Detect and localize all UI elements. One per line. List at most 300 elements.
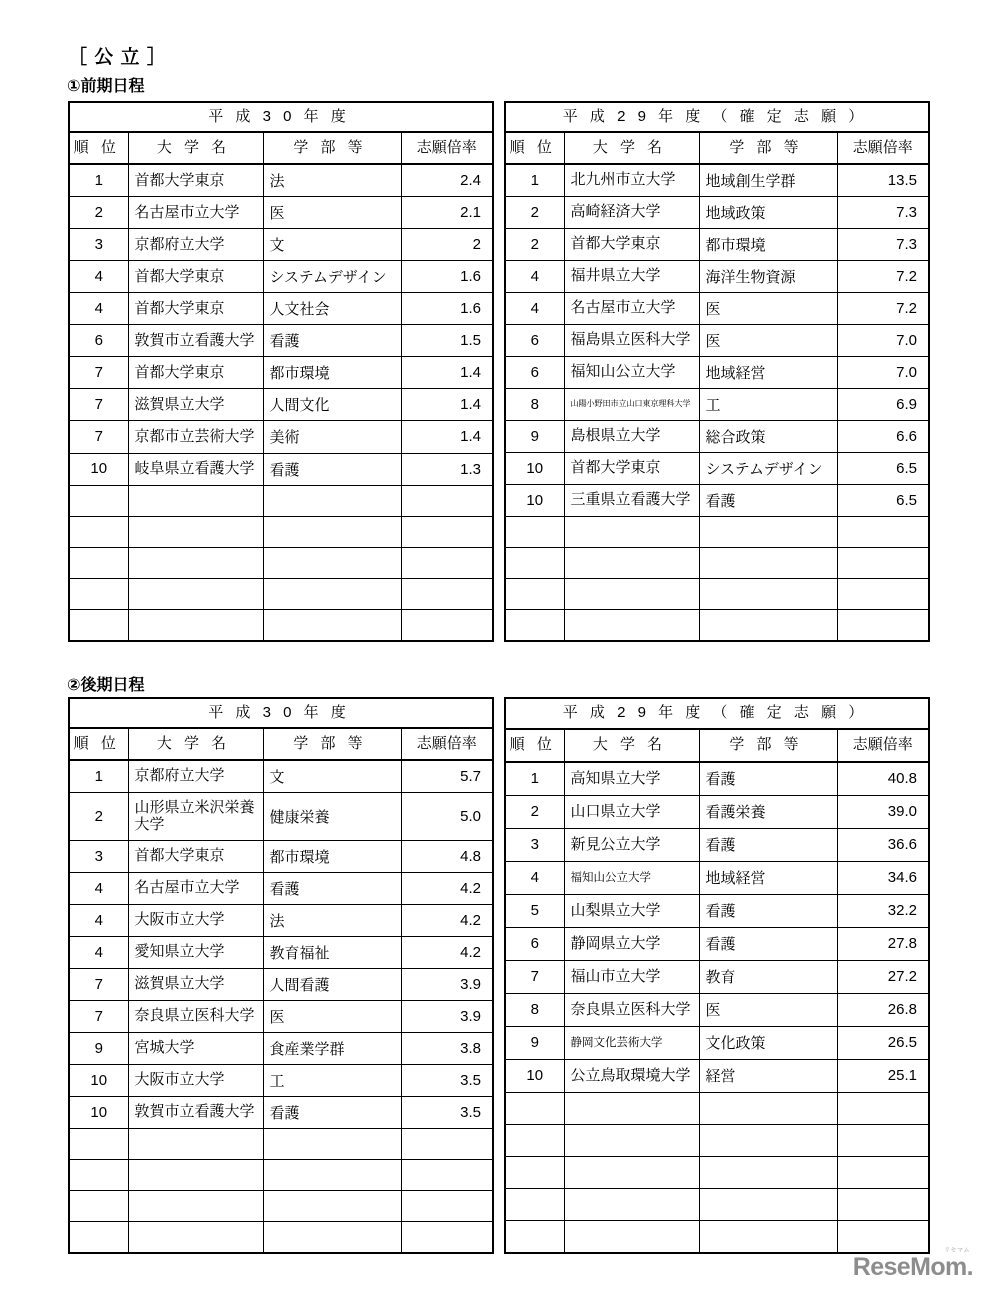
cell-rank: 4 [505, 261, 564, 293]
cell-rank: 9 [505, 421, 564, 453]
section-heading-1: ①前期日程 [67, 78, 145, 95]
cell-faculty [263, 609, 401, 641]
table-row [505, 389, 929, 421]
cell-university: 奈良県立医科大学 [564, 993, 699, 1026]
cell-rank [505, 1220, 564, 1253]
cell-university [564, 1156, 699, 1188]
cell-rank: 7 [505, 960, 564, 993]
cell-university: 京都市立芸術大学 [128, 421, 263, 453]
cell-rank: 7 [69, 421, 128, 453]
table-row [69, 1097, 493, 1129]
cell-faculty: 法 [263, 164, 401, 197]
table-row [69, 164, 493, 197]
cell-university: 山陽小野田市立山口東京理科大学 [564, 389, 699, 421]
cell-faculty: 医 [699, 293, 837, 325]
cell-rate: 2.4 [401, 164, 493, 197]
cell-rate: 6.5 [837, 485, 929, 517]
cell-faculty [263, 516, 401, 547]
table-row [505, 325, 929, 357]
cell-university: 首都大学東京 [128, 261, 263, 293]
cell-faculty: システムデザイン [263, 261, 401, 293]
column-header-university: 大 学 名 [564, 132, 699, 164]
cell-faculty [263, 1129, 401, 1160]
cell-university: 大阪市立大学 [128, 1065, 263, 1097]
column-header-rank: 順 位 [69, 728, 128, 760]
column-header-rate: 志願倍率 [401, 728, 493, 760]
table-row [69, 453, 493, 485]
cell-faculty [699, 1188, 837, 1220]
cell-rank: 4 [69, 261, 128, 293]
cell-rate: 2 [401, 229, 493, 261]
cell-university [564, 1188, 699, 1220]
table-row [505, 261, 929, 293]
cell-university [128, 485, 263, 516]
cell-university: 福島県立医科大学 [564, 325, 699, 357]
rank-table-h30-late [68, 697, 494, 1254]
cell-rate [837, 517, 929, 548]
table-row [505, 197, 929, 229]
cell-rank [505, 579, 564, 610]
table-row [69, 421, 493, 453]
cell-faculty: 地域政策 [699, 197, 837, 229]
cell-faculty [263, 547, 401, 578]
table-row-empty [505, 610, 929, 642]
cell-rate: 1.4 [401, 389, 493, 421]
table-row [69, 293, 493, 325]
cell-university: 島根県立大学 [564, 421, 699, 453]
table-row-empty [505, 1188, 929, 1220]
cell-rank: 3 [69, 229, 128, 261]
cell-rate: 2.1 [401, 197, 493, 229]
cell-rate: 26.8 [837, 993, 929, 1026]
table-row [69, 1001, 493, 1033]
column-header-university: 大 学 名 [564, 729, 699, 762]
cell-rank: 5 [505, 894, 564, 927]
table-row-empty [69, 485, 493, 516]
cell-university [564, 610, 699, 642]
cell-faculty: 法 [263, 905, 401, 937]
column-header-university: 大 学 名 [128, 132, 263, 164]
cell-rate: 7.3 [837, 197, 929, 229]
cell-university: 静岡文化芸術大学 [564, 1026, 699, 1059]
cell-rank [505, 1092, 564, 1124]
cell-university [564, 1220, 699, 1253]
cell-rate [837, 1124, 929, 1156]
section-2-tables [68, 697, 930, 1254]
cell-rate: 39.0 [837, 795, 929, 828]
cell-university: 福井県立大学 [564, 261, 699, 293]
table-row [505, 762, 929, 796]
cell-university [128, 516, 263, 547]
cell-rank: 7 [69, 969, 128, 1001]
table-row [505, 960, 929, 993]
cell-faculty: 工 [263, 1065, 401, 1097]
cell-university: 滋賀県立大学 [128, 389, 263, 421]
cell-faculty [263, 1160, 401, 1191]
cell-rank [505, 548, 564, 579]
cell-rate [837, 610, 929, 642]
table-row [505, 164, 929, 197]
cell-rank: 3 [505, 828, 564, 861]
cell-rank: 2 [69, 197, 128, 229]
table-row [505, 1026, 929, 1059]
cell-rank: 4 [69, 905, 128, 937]
cell-faculty: 医 [699, 325, 837, 357]
cell-rate: 1.3 [401, 453, 493, 485]
cell-university [128, 578, 263, 609]
cell-rate [837, 1188, 929, 1220]
cell-university: 首都大学東京 [128, 357, 263, 389]
cell-rate: 5.7 [401, 760, 493, 793]
cell-rank: 7 [69, 389, 128, 421]
column-header-faculty: 学 部 等 [263, 728, 401, 760]
cell-faculty: 医 [263, 197, 401, 229]
cell-faculty: 文化政策 [699, 1026, 837, 1059]
cell-university: 山口県立大学 [564, 795, 699, 828]
cell-rate: 7.2 [837, 293, 929, 325]
cell-university: 首都大学東京 [128, 293, 263, 325]
cell-rate [401, 1222, 493, 1254]
cell-faculty [699, 1220, 837, 1253]
cell-rate: 6.5 [837, 453, 929, 485]
cell-rank: 6 [505, 325, 564, 357]
cell-rate [837, 1156, 929, 1188]
cell-faculty: 教育 [699, 960, 837, 993]
cell-rate: 7.2 [837, 261, 929, 293]
cell-faculty: 看護 [699, 762, 837, 796]
cell-rate: 7.0 [837, 357, 929, 389]
cell-rank: 4 [69, 937, 128, 969]
column-header-faculty: 学 部 等 [699, 132, 837, 164]
column-header-rank: 順 位 [505, 132, 564, 164]
cell-faculty: 看護栄養 [699, 795, 837, 828]
cell-university [128, 1129, 263, 1160]
cell-rate: 36.6 [837, 828, 929, 861]
cell-rate: 7.3 [837, 229, 929, 261]
cell-rate [401, 1191, 493, 1222]
cell-rate: 27.8 [837, 927, 929, 960]
cell-university [128, 1191, 263, 1222]
cell-rate: 27.2 [837, 960, 929, 993]
cell-faculty: 工 [699, 389, 837, 421]
cell-rank [69, 1160, 128, 1191]
cell-rank [505, 1124, 564, 1156]
cell-university: 敦賀市立看護大学 [128, 1097, 263, 1129]
cell-rate [837, 1092, 929, 1124]
cell-rate: 40.8 [837, 762, 929, 796]
cell-rank: 1 [69, 164, 128, 197]
cell-university: 首都大学東京 [128, 841, 263, 873]
cell-faculty: 美術 [263, 421, 401, 453]
cell-faculty: 食産業学群 [263, 1033, 401, 1065]
cell-rank [505, 610, 564, 642]
cell-university: 三重県立看護大学 [564, 485, 699, 517]
table-row [505, 795, 929, 828]
resemom-watermark [853, 1248, 973, 1280]
table-row [505, 1059, 929, 1092]
cell-faculty: 都市環境 [263, 841, 401, 873]
cell-rank [69, 1129, 128, 1160]
table-row-empty [69, 516, 493, 547]
table-body [69, 698, 493, 1253]
cell-rate: 3.9 [401, 969, 493, 1001]
cell-university: 山梨県立大学 [564, 894, 699, 927]
cell-faculty: 健康栄養 [263, 793, 401, 841]
cell-rate: 4.2 [401, 873, 493, 905]
rank-table-h29-late [504, 697, 930, 1254]
table-row-empty [69, 1222, 493, 1254]
table-row [69, 1033, 493, 1065]
cell-rate [401, 485, 493, 516]
cell-faculty: 看護 [263, 873, 401, 905]
cell-university: 首都大学東京 [564, 229, 699, 261]
cell-rank: 2 [505, 229, 564, 261]
cell-university: 宮城大学 [128, 1033, 263, 1065]
cell-rank [505, 517, 564, 548]
cell-rate [401, 1160, 493, 1191]
column-header-row [69, 728, 493, 760]
table-row [69, 793, 493, 841]
table-row [505, 421, 929, 453]
cell-university: 敦賀市立看護大学 [128, 325, 263, 357]
cell-rank: 2 [505, 795, 564, 828]
cell-rate [401, 547, 493, 578]
cell-faculty [699, 517, 837, 548]
cell-rate: 6.9 [837, 389, 929, 421]
cell-rank: 7 [69, 357, 128, 389]
table-row [69, 357, 493, 389]
cell-faculty [699, 1092, 837, 1124]
cell-university: 福知山公立大学 [564, 861, 699, 894]
column-header-rate: 志願倍率 [837, 729, 929, 762]
table-row [69, 937, 493, 969]
cell-university: 名古屋市立大学 [128, 197, 263, 229]
table-row [505, 927, 929, 960]
cell-faculty [699, 1124, 837, 1156]
cell-rank: 7 [69, 1001, 128, 1033]
cell-faculty: 文 [263, 760, 401, 793]
cell-rank [69, 1191, 128, 1222]
cell-rate [401, 1129, 493, 1160]
table-row-empty [69, 1191, 493, 1222]
cell-rank [69, 1222, 128, 1254]
year-label: 平 成 2 9 年 度 （ 確 定 志 願 ） [505, 102, 929, 132]
table-row [69, 841, 493, 873]
cell-faculty [263, 1191, 401, 1222]
table-row-empty [69, 578, 493, 609]
cell-rank: 1 [505, 164, 564, 197]
cell-faculty: 地域経営 [699, 357, 837, 389]
cell-rate: 6.6 [837, 421, 929, 453]
column-header-rank: 順 位 [69, 132, 128, 164]
cell-rate: 1.6 [401, 293, 493, 325]
cell-rank: 4 [505, 861, 564, 894]
cell-university: 滋賀県立大学 [128, 969, 263, 1001]
cell-rate: 34.6 [837, 861, 929, 894]
cell-rank: 4 [69, 293, 128, 325]
cell-faculty: 人文社会 [263, 293, 401, 325]
cell-rank: 6 [505, 357, 564, 389]
table-row-empty [505, 1156, 929, 1188]
cell-university: 静岡県立大学 [564, 927, 699, 960]
cell-rank: 2 [69, 793, 128, 841]
cell-faculty: 看護 [699, 927, 837, 960]
table-row [69, 760, 493, 793]
cell-faculty: 文 [263, 229, 401, 261]
cell-rank: 2 [505, 197, 564, 229]
cell-university: 名古屋市立大学 [128, 873, 263, 905]
cell-rank: 4 [505, 293, 564, 325]
column-header-row [505, 132, 929, 164]
cell-rate: 7.0 [837, 325, 929, 357]
cell-rate: 5.0 [401, 793, 493, 841]
table-row-empty [505, 1092, 929, 1124]
cell-faculty: 総合政策 [699, 421, 837, 453]
table-body [505, 102, 929, 641]
table-row [505, 453, 929, 485]
cell-university: 名古屋市立大学 [564, 293, 699, 325]
table-row-empty [69, 1129, 493, 1160]
year-header-row [69, 698, 493, 728]
cell-university: 福山市立大学 [564, 960, 699, 993]
table-body [69, 102, 493, 641]
cell-rank [505, 1188, 564, 1220]
cell-faculty: 看護 [699, 828, 837, 861]
cell-university: 京都府立大学 [128, 229, 263, 261]
watermark-logo: ReseMom. [852, 1253, 973, 1281]
cell-faculty [263, 485, 401, 516]
cell-rank: 4 [69, 873, 128, 905]
cell-faculty: 人間文化 [263, 389, 401, 421]
table-row [69, 261, 493, 293]
column-header-rank: 順 位 [505, 729, 564, 762]
table-row [505, 229, 929, 261]
cell-university: 福知山公立大学 [564, 357, 699, 389]
cell-faculty [699, 548, 837, 579]
cell-rank: 10 [69, 1065, 128, 1097]
cell-university [128, 1160, 263, 1191]
cell-rank: 6 [69, 325, 128, 357]
table-row [69, 905, 493, 937]
cell-faculty [699, 610, 837, 642]
cell-rank [69, 516, 128, 547]
cell-faculty: 都市環境 [263, 357, 401, 389]
cell-rank: 10 [505, 485, 564, 517]
cell-rank: 10 [69, 1097, 128, 1129]
cell-rate: 3.9 [401, 1001, 493, 1033]
section-1-tables [68, 101, 930, 642]
cell-rank: 3 [69, 841, 128, 873]
cell-faculty [263, 578, 401, 609]
column-header-faculty: 学 部 等 [263, 132, 401, 164]
cell-rate [401, 578, 493, 609]
cell-rate: 4.8 [401, 841, 493, 873]
table-row [505, 828, 929, 861]
table-row [505, 293, 929, 325]
watermark-ruby: リセマム [944, 1248, 970, 1254]
cell-rate: 3.5 [401, 1097, 493, 1129]
table-row-empty [69, 1160, 493, 1191]
table-row [505, 861, 929, 894]
cell-rate [401, 516, 493, 547]
column-header-rate: 志願倍率 [837, 132, 929, 164]
cell-faculty: 海洋生物資源 [699, 261, 837, 293]
cell-rank: 10 [69, 453, 128, 485]
column-header-university: 大 学 名 [128, 728, 263, 760]
table-row [505, 485, 929, 517]
cell-university: 首都大学東京 [128, 164, 263, 197]
cell-rank [69, 609, 128, 641]
cell-faculty: 看護 [699, 485, 837, 517]
cell-rate: 3.8 [401, 1033, 493, 1065]
table-row [69, 229, 493, 261]
cell-university [564, 1092, 699, 1124]
cell-university [128, 1222, 263, 1254]
cell-faculty: 都市環境 [699, 229, 837, 261]
cell-rank [69, 485, 128, 516]
cell-rank: 8 [505, 993, 564, 1026]
cell-rate: 1.4 [401, 421, 493, 453]
table-row-empty [505, 579, 929, 610]
cell-rank: 8 [505, 389, 564, 421]
cell-rank: 10 [505, 1059, 564, 1092]
year-header-row [505, 698, 929, 729]
table-row [69, 1065, 493, 1097]
column-header-rate: 志願倍率 [401, 132, 493, 164]
cell-university [128, 547, 263, 578]
section-heading-2: ②後期日程 [67, 677, 145, 694]
rank-table-h30-early [68, 101, 494, 642]
cell-rate: 1.4 [401, 357, 493, 389]
page-title: ［ 公 立 ］ [68, 47, 167, 68]
cell-rank: 1 [69, 760, 128, 793]
cell-faculty: 看護 [263, 1097, 401, 1129]
cell-rate: 1.6 [401, 261, 493, 293]
table-row-empty [505, 517, 929, 548]
table-row [505, 894, 929, 927]
cell-rate: 4.2 [401, 905, 493, 937]
cell-rank: 9 [69, 1033, 128, 1065]
cell-rate: 1.5 [401, 325, 493, 357]
cell-faculty [263, 1222, 401, 1254]
cell-faculty: システムデザイン [699, 453, 837, 485]
cell-rate: 13.5 [837, 164, 929, 197]
cell-faculty [699, 1156, 837, 1188]
cell-rate [837, 579, 929, 610]
cell-rank [505, 1156, 564, 1188]
cell-university [564, 1124, 699, 1156]
table-row-empty [505, 1124, 929, 1156]
cell-university: 北九州市立大学 [564, 164, 699, 197]
cell-rank [69, 547, 128, 578]
cell-university: 高崎経済大学 [564, 197, 699, 229]
cell-rate: 4.2 [401, 937, 493, 969]
cell-university: 山形県立米沢栄養大学 [128, 793, 263, 841]
table-row [69, 325, 493, 357]
table-row-empty [69, 547, 493, 578]
cell-faculty: 看護 [263, 453, 401, 485]
rank-table-h29-early [504, 101, 930, 642]
cell-university: 新見公立大学 [564, 828, 699, 861]
cell-rate: 3.5 [401, 1065, 493, 1097]
cell-university [564, 579, 699, 610]
year-label: 平 成 3 0 年 度 [69, 698, 493, 728]
table-row [69, 873, 493, 905]
cell-university: 奈良県立医科大学 [128, 1001, 263, 1033]
cell-university: 大阪市立大学 [128, 905, 263, 937]
cell-university: 愛知県立大学 [128, 937, 263, 969]
column-header-faculty: 学 部 等 [699, 729, 837, 762]
